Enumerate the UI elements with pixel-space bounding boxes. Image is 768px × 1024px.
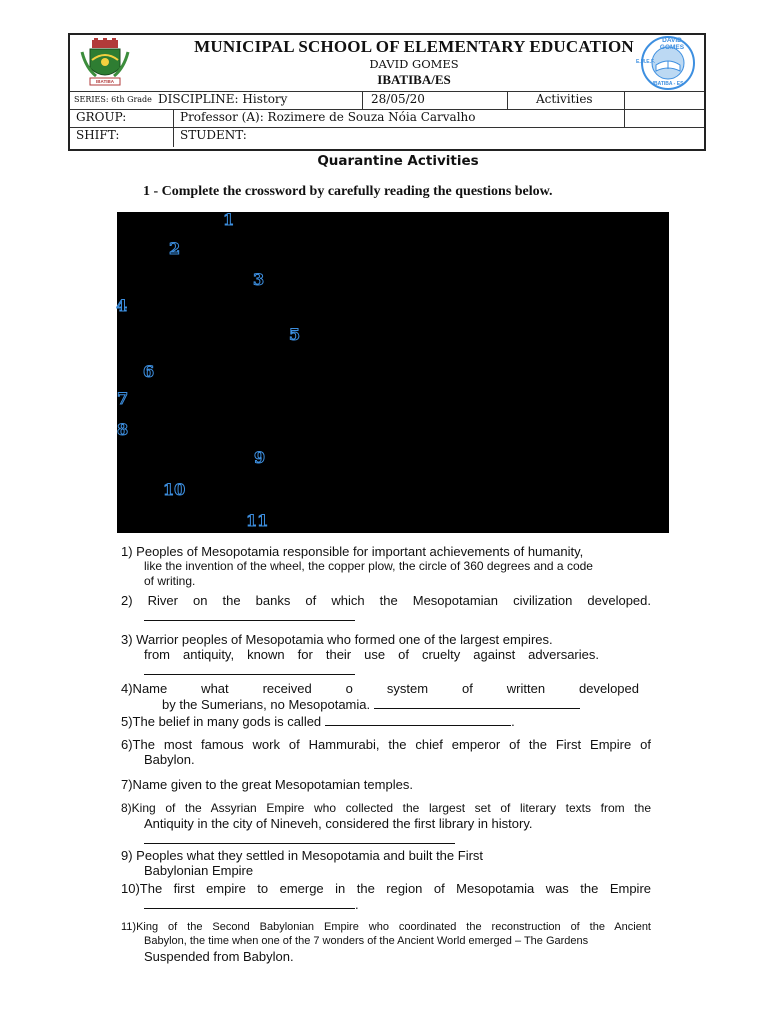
header-row-series [70,91,704,110]
question-7 [121,777,651,792]
crossword-number-6: 6 [143,362,155,381]
crossword-number-9: 9 [254,448,266,467]
school-city: IBATIBA/ES [377,72,451,87]
question-3-text: 3) Warrior peoples of Mesopotamia who formed one of the largest empires. [121,632,553,647]
question-4-text-2: by the Sumerians, no Mesopotamia. [162,697,371,712]
crossword-number-10: 10 [163,480,186,499]
question-1-text: 1) Peoples of Mesopotamia responsible for important achievements of humanity, [121,544,584,559]
answer-line-5[interactable] [325,713,511,726]
question-6 [121,737,651,767]
question-8-text: 8)King of the Assyrian Empire who collected the largest set of literary texts from the [121,801,651,815]
question-10-text: 10)The first empire to emerge in the region of Mesopotamia was the Empire [121,881,651,896]
discipline-cell: DISCIPLINE: History [158,92,288,106]
crossword-number-11: 11 [246,511,269,530]
crossword-number-5: 5 [289,325,301,344]
answer-line-3[interactable] [144,662,355,675]
shift-label: SHIFT: [76,128,120,142]
instruction-text: 1 - Complete the crossword by carefully reading the questions below. [143,184,553,199]
blank-cell [624,91,706,109]
professor-cell: Professor (A): Rozimere de Souza Nóia Carvalho [173,109,625,127]
answer-line-10[interactable] [144,896,355,909]
header-top [70,35,704,92]
blank-cell-2 [624,109,706,127]
answer-line-8[interactable] [144,831,455,844]
question-2-text: 2) River on the banks of which the Mesopotamian civilization developed. [121,593,651,608]
question-4 [121,681,651,712]
question-3 [121,632,651,678]
question-1 [121,544,651,589]
school-name: DAVID GOMES [369,57,459,71]
crossword-number-2: 2 [169,239,181,258]
question-11-text-3: Suspended from Babylon. [144,949,294,964]
question-6-text-2: Babylon. [144,752,195,767]
question-2 [121,593,651,624]
crossword-number-7: 7 [117,389,129,408]
header-row-group [70,109,704,128]
question-4-text: 4)Name what received o system of written developed [121,681,639,696]
question-11-text: 11)King of the Second Babylonian Empire who coordinated the reconstruction of the Ancient [121,921,651,933]
header-row-shift [70,127,704,147]
crest-banner-text: IBATIBA [96,79,114,84]
school-seal-logo [636,35,700,91]
student-cell: STUDENT: [173,127,704,147]
question-1-text-3: of writing. [144,574,196,588]
crossword-grid[interactable] [117,212,669,533]
answer-line-4[interactable] [374,696,580,709]
question-11-text-2: Babylon, the time when one of the 7 wonders of the Ancient World emerged – The Gardens [144,935,589,947]
crossword-number-3: 3 [253,270,265,289]
question-9-text: 9) Peoples what they settled in Mesopotamia and built the First [121,848,484,863]
question-5: 5)The belief in many gods is called . [121,714,515,729]
group-label: GROUP: [76,110,127,124]
question-9-text-2: Babylonian Empire [144,863,254,878]
question-11 [121,920,651,965]
date-cell: 28/05/20 [362,91,508,109]
seal-top-text: DAVID GOMES [659,37,685,51]
question-9 [121,848,651,878]
crossword-number-8: 8 [117,420,129,439]
crossword-number-1: 1 [223,210,235,229]
question-1-text-2: like the invention of the wheel, the copper plow, the circle of 360 degrees and a code [144,559,593,573]
municipal-crest-logo [80,38,130,88]
question-6-text: 6)The most famous work of Hammurabi, the chief emperor of the First Empire of [121,737,651,752]
question-8 [121,801,651,847]
school-header [68,33,706,151]
question-8-text-2: Antiquity in the city of Nineveh, considered the first library in history. [144,816,533,831]
school-title: MUNICIPAL SCHOOL OF ELEMENTARY EDUCATION [194,37,634,56]
question-3-text-2: from antiquity, known for their use of cruelty against adversaries. [144,647,599,662]
answer-line-2[interactable] [144,608,355,621]
series-cell: SERIES: 6th Grade [74,95,152,104]
question-7-text: 7)Name given to the great Mesopotamian temples. [121,777,413,792]
crossword-number-4: 4 [116,296,128,315]
question-5-text: 5)The belief in many gods is called [121,714,322,729]
activities-cell: Activities [507,91,625,109]
question-10: 10)The first empire to emerge in the region of Mesopotamia was the Empire . [121,881,651,912]
seal-side-text: E.M.E.F. [636,59,655,65]
page-title: Quarantine Activities [317,153,479,169]
seal-bottom-text: IBATIBA - ES [652,81,684,87]
